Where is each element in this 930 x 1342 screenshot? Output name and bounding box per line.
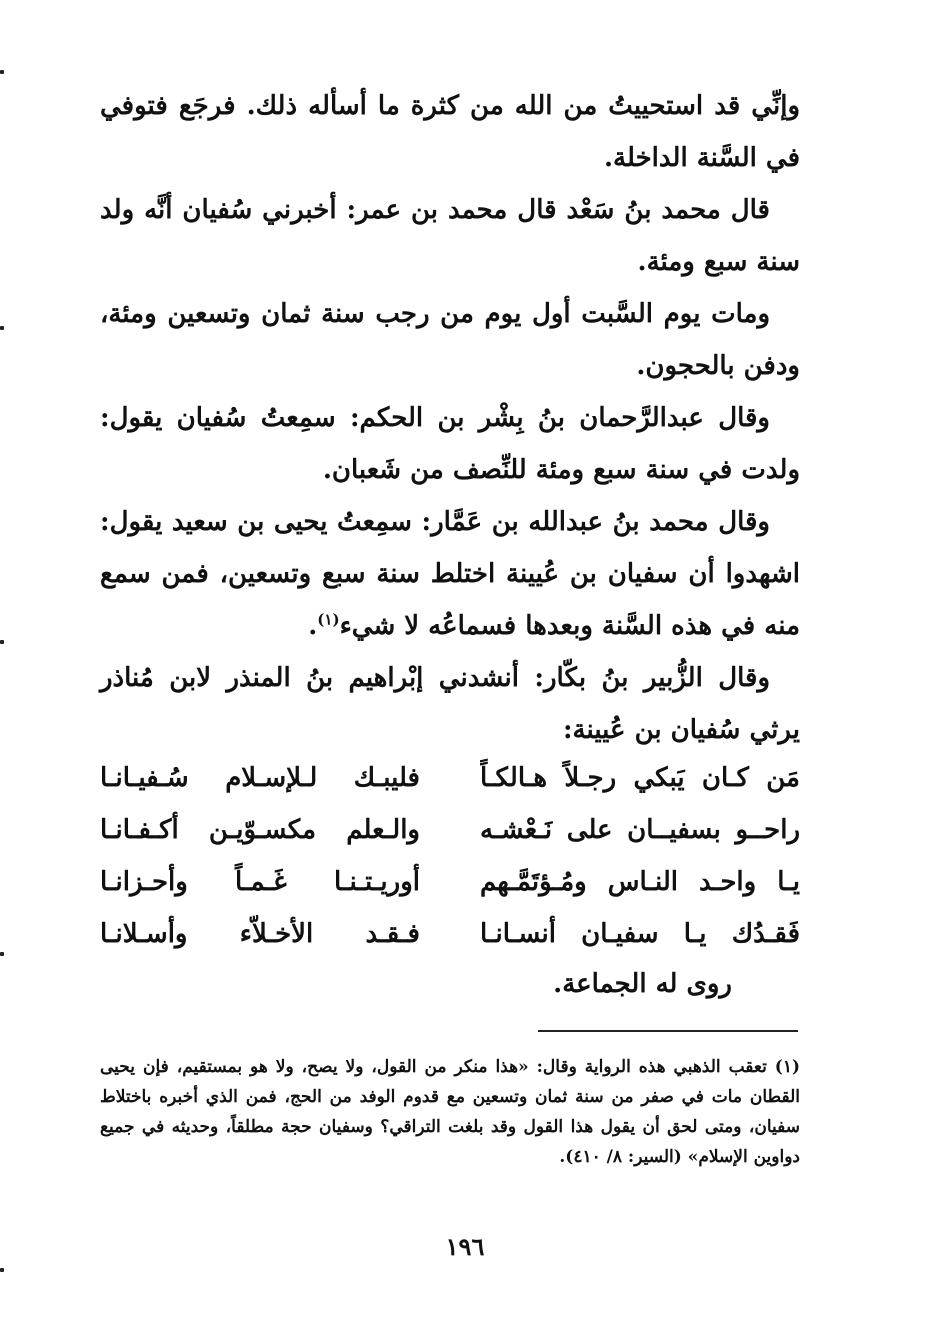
verse-first-half: راحــو بسفيــان على نَـعْشـه — [480, 815, 800, 845]
margin-mark — [0, 640, 4, 644]
paragraph: وقال الزُّبير بنُ بكّار: أنشدني إبْراهيم بنُ المنذر لابن مُناذر يرثي سُفيان بن عُيينة: — [100, 663, 800, 745]
verse-second-half: والـعلم مكسـوّيـن أكـفـانـا — [100, 815, 420, 845]
verse-second-half: فـقـد الأخـلاّء وأسـلانـا — [100, 919, 420, 949]
main-text — [100, 80, 800, 756]
paragraph: ومات يوم السَّبت أول يوم من رجب سنة ثمان وتسعين ومئة، ودفن بالحجون. — [100, 299, 800, 381]
paragraph-text: وقال محمد بنُ عبدالله بن عَمَّار: سمِعتُ يحيى بن سعيد يقول: اشهدوا أن سفيان بن عُيينة اختلط سنة سبع وتسعين، فمن سمع منه في هذه السَّنة وبعدها فسماعُه لا شيء — [100, 507, 800, 641]
paragraph — [100, 496, 800, 652]
paragraph: قال محمد بنُ سَعْد قال محمد بن عمر: أخبرني سُفيان أنَّه ولد سنة سبع ومئة. — [100, 195, 800, 277]
paragraph: وإنِّي قد استحييتُ من الله من كثرة ما أسأله ذلك. فرجَع فتوفي في السَّنة الداخلة. — [100, 91, 800, 173]
footnote-divider — [538, 1030, 798, 1032]
poem-verse — [100, 752, 800, 804]
page-number: ١٩٦ — [445, 1232, 485, 1261]
margin-mark — [0, 70, 4, 74]
poem-verse — [100, 804, 800, 856]
margin-mark — [0, 1268, 4, 1272]
verse-second-half: فليبـك لـلإسـلام سُـفيـانـا — [100, 763, 420, 793]
footnote: (١) تعقب الذهبي هذه الرواية وقال: «هذا منكر من القول، ولا يصح، ولا هو بمستقيم، فإن يحيى القطان مات في صفر من سنة ثمان وتسعين مع قدوم الوفد من الحج، فمن الذي أخبره باختلاط سفيان، ومتى لحق أن يقول هذا القول وقد بلغت التراقي؟ وسفيان حجة مطلقاً، وحديثه في جميع دواوين الإسلام» (السير: ٨/ ٤١٠). — [100, 1057, 800, 1167]
poem-verse — [100, 908, 800, 960]
poem — [100, 752, 800, 960]
margin-mark — [0, 952, 4, 956]
paragraph: وقال عبدالرَّحمان بنُ بِشْر بن الحكم: سمِعتُ سُفيان يقول: ولدت في سنة سبع ومئة للنِّصف من شَعبان. — [100, 403, 800, 485]
poem-verse — [100, 856, 800, 908]
verse-second-half: أوريـتـنـا غَـمـاً وأحـزانـا — [100, 867, 420, 897]
verse-first-half: فَقـدُك يـا سفيـان أنسـانـا — [480, 919, 800, 949]
footnote-reference: (١) — [317, 610, 340, 629]
paragraph-end: . — [308, 611, 318, 641]
closing-line: روى له الجماعة. — [553, 969, 732, 999]
verse-first-half: يـا واحـد النـاس ومُـؤتَمَّـهم — [480, 867, 800, 897]
verse-first-half: مَن كـان يَبكي رجـلاً هـالكـاً — [480, 763, 800, 793]
margin-mark — [0, 326, 4, 330]
